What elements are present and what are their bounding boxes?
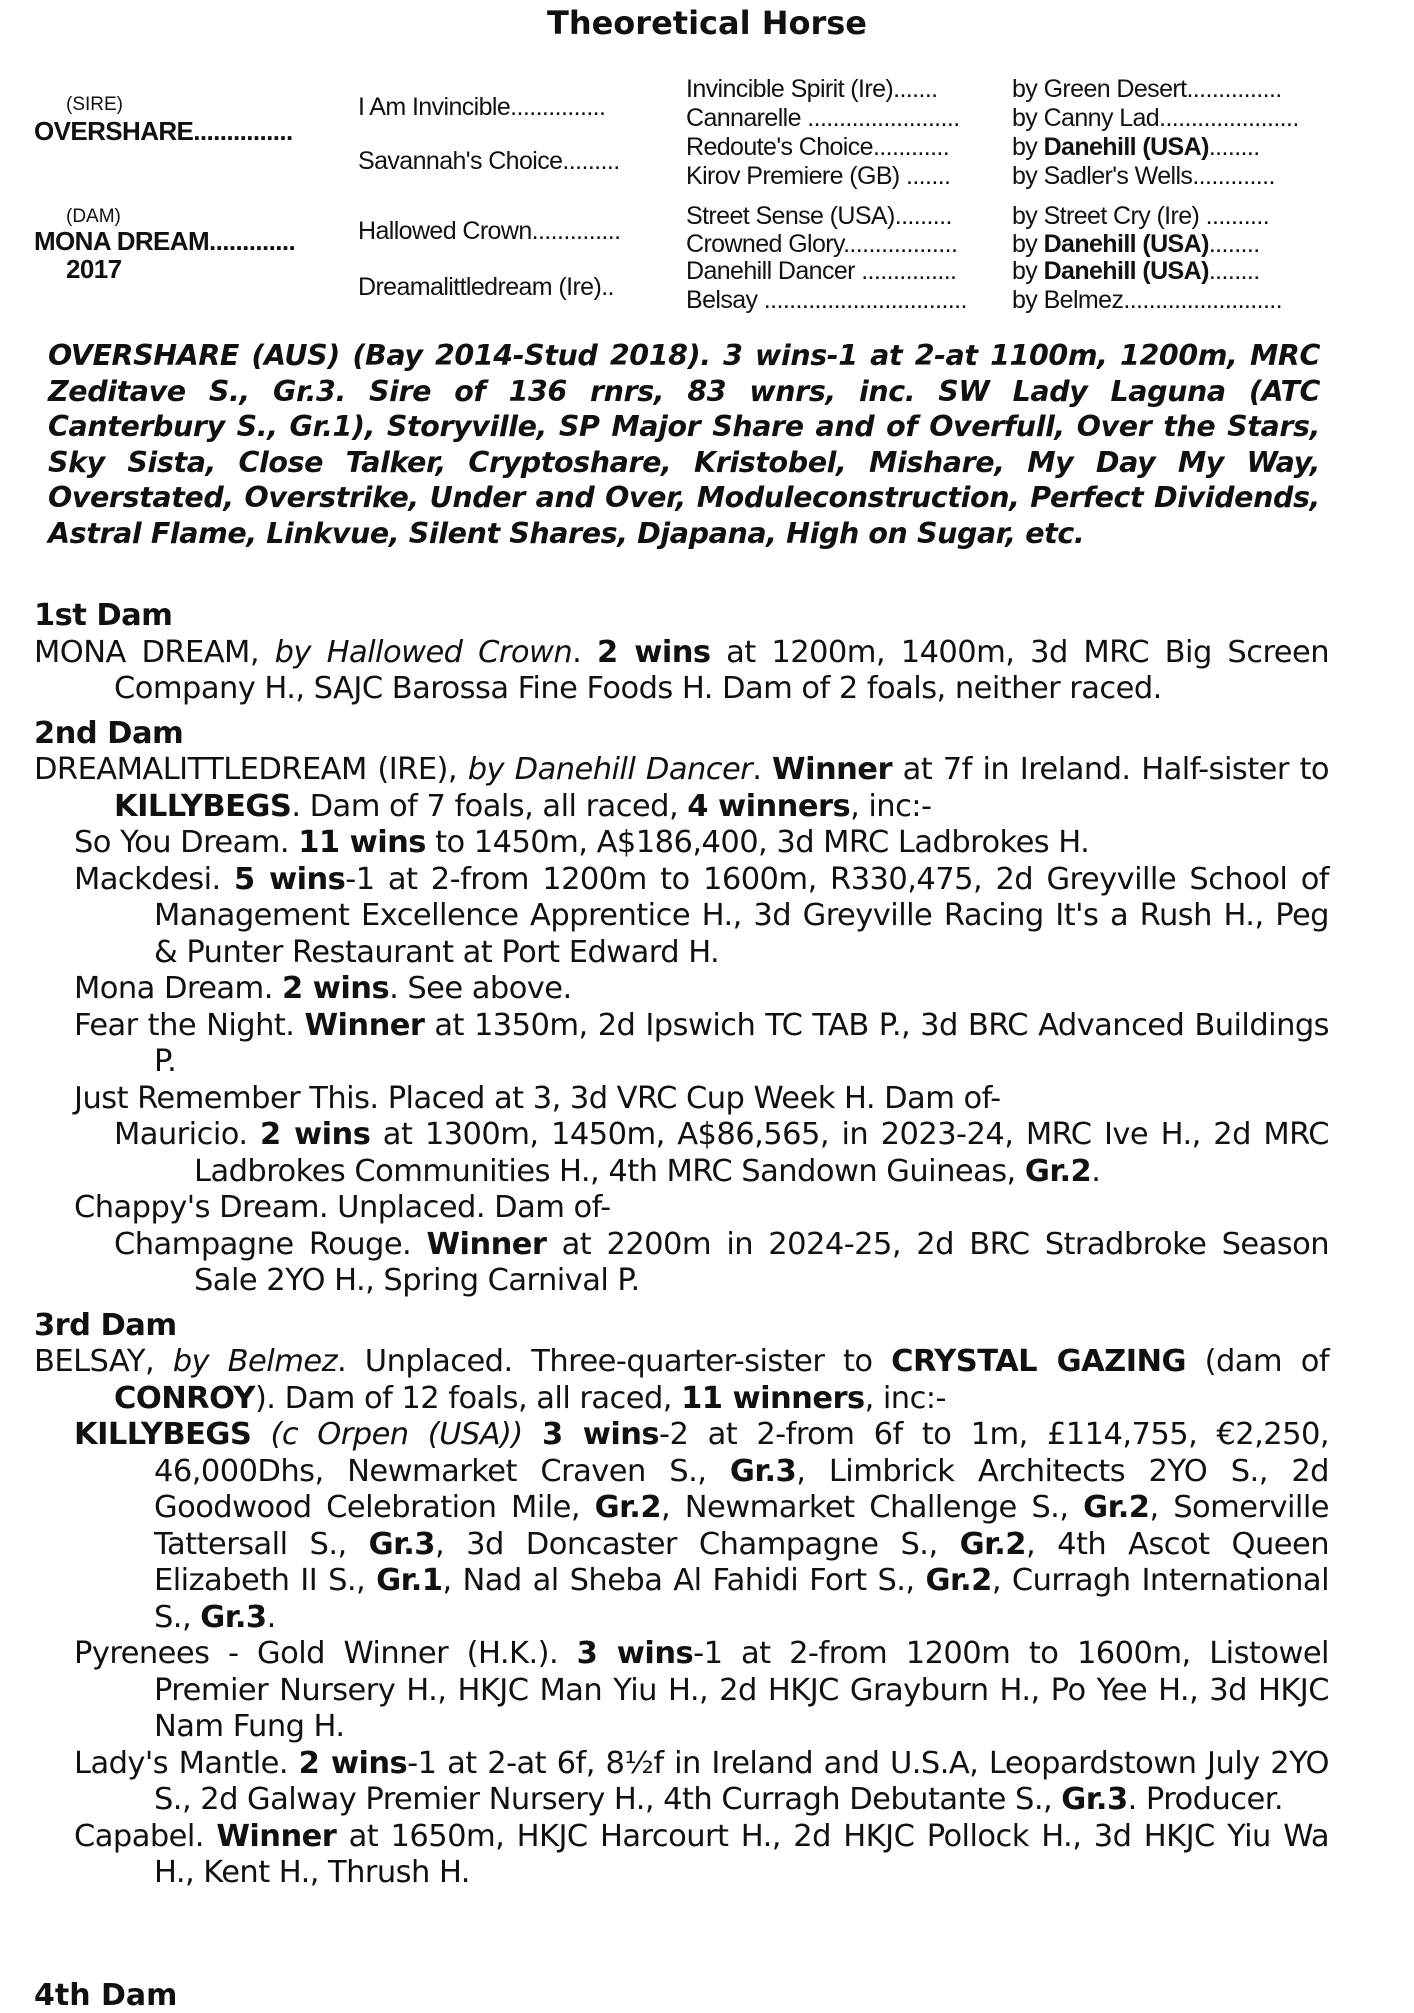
- gen4-5: by Street Cry (Ire) ..........: [1012, 202, 1270, 230]
- gen3-6: Crowned Glory..................: [686, 230, 958, 258]
- pedigree-entry: [34, 1081, 1329, 1118]
- gen4-1: by Green Desert...............: [1012, 75, 1282, 103]
- sire-label: (SIRE): [66, 94, 123, 115]
- entry-text: -1 at 2-at 6f, 8½f in Ireland and U.S.A, Leopardstown July 2YO S., 2d Galway Premier Nursery H., 4th Curragh Debutante S.,: [154, 1745, 1329, 1817]
- gen2-sire-sire: I Am Invincible...............: [358, 93, 606, 121]
- entry-text: Capabel.: [74, 1818, 217, 1854]
- entry-text: , 3d Doncaster Champagne S.,: [434, 1526, 960, 1562]
- entry-text: by Hallowed Crown: [274, 634, 573, 670]
- entry-text: BELSAY,: [34, 1344, 173, 1379]
- entry-text: Gr.1: [376, 1563, 443, 1598]
- pedigree-entry: [34, 1819, 1329, 1892]
- dam-name: MONA DREAM.............: [34, 226, 296, 256]
- entry-text: , Curragh International S.,: [154, 1563, 1329, 1635]
- entry-text: 3 wins: [541, 1417, 660, 1452]
- gen3-2: Cannarelle ........................: [686, 104, 960, 132]
- entry-text: , Somerville Tattersall S.,: [154, 1490, 1329, 1562]
- gen3-5: Street Sense (USA).........: [686, 202, 952, 230]
- entry-text: .: [266, 1599, 276, 1635]
- pedigree-entry: [34, 1117, 1329, 1190]
- entry-text: , Nad al Sheba Al Fahidi Fort S.,: [442, 1563, 926, 1598]
- gen4-4: by Sadler's Wells.............: [1012, 162, 1275, 190]
- entry-text: Gr.3: [1061, 1782, 1128, 1817]
- gen2-dam-sire: Hallowed Crown..............: [358, 217, 621, 245]
- next-section-heading: 4th Dam: [34, 1978, 178, 2013]
- entry-text: 2 wins: [282, 971, 390, 1006]
- entry-text: Gr.2: [1083, 1490, 1150, 1525]
- entry-text: MONA DREAM,: [34, 634, 275, 670]
- entry-text: 2 wins: [596, 634, 711, 670]
- entry-text: -1 at 2-from 1200m to 1600m, Listowel Premier Nursery H., HKJC Man Yiu H., 2d HKJC Grayburn H., Po Yee H., 3d HKJC Nam Fung H.: [154, 1636, 1329, 1744]
- page-title: Theoretical Horse: [546, 4, 867, 42]
- entry-text: Gr.3: [729, 1453, 797, 1489]
- entry-text: Gr.2: [959, 1526, 1026, 1562]
- entry-text: Gr.3: [368, 1526, 435, 1562]
- entry-text: Gr.2: [1024, 1153, 1092, 1189]
- entry-text: at 1650m, HKJC Harcourt H., 2d HKJC Pollock H., 3d HKJC Yiu Wa H., Kent H., Thrush H.: [154, 1818, 1330, 1890]
- entry-text: Winner: [426, 1226, 547, 1262]
- gen4-3: by Danehill (USA)........: [1012, 133, 1260, 161]
- gen3-1: Invincible Spirit (Ire).......: [686, 75, 938, 103]
- pedigree-entry: [34, 1344, 1329, 1417]
- gen3-8: Belsay ................................: [686, 286, 967, 314]
- entry-text: at 7f in Ireland. Half-sister to: [891, 752, 1330, 787]
- entry-text: 4 winners: [687, 788, 851, 824]
- entry-text: ). Dam of 12 foals, all raced,: [254, 1380, 682, 1416]
- gen3-4: Kirov Premiere (GB) .......: [686, 162, 951, 190]
- pedigree-entry: [34, 1190, 1329, 1227]
- entry-text: Gr.3: [200, 1599, 267, 1635]
- gen3-7: Danehill Dancer ...............: [686, 257, 957, 285]
- entry-text: 5 wins: [234, 861, 346, 897]
- pedigree-entry: [34, 1008, 1329, 1081]
- entry-text: Just Remember This. Placed at 3, 3d VRC Cup Week H. Dam of-: [74, 1080, 1001, 1116]
- pedigree-entry: [34, 1746, 1329, 1819]
- dam-section: [34, 598, 1329, 708]
- gen2-sire-dam: Savannah's Choice.........: [358, 147, 620, 175]
- entry-text: at 1300m, 1450m, A$86,565, in 2023-24, MRC Ive H., 2d MRC Ladbrokes Communities H., 4th MRC Sandown Guineas,: [194, 1117, 1329, 1189]
- pedigree-entry: [34, 1636, 1329, 1746]
- entry-text: at 2200m in 2024-25, 2d BRC Stradbroke Season Sale 2YO H., Spring Carnival P.: [194, 1226, 1330, 1298]
- entry-text: by Danehill Dancer: [467, 752, 753, 787]
- entry-text: 2 wins: [298, 1745, 408, 1781]
- entry-text: -2 at 2-from 6f to 1m, £114,755, €2,250, 46,000Dhs, Newmarket Craven S.,: [154, 1417, 1330, 1489]
- gen4-7: by Danehill (USA)........: [1012, 257, 1260, 285]
- gen4-6: by Danehill (USA)........: [1012, 230, 1260, 258]
- foaling-year: 2017: [66, 254, 122, 284]
- entry-text: . Unplaced. Three-quarter-sister to: [337, 1344, 892, 1379]
- gen4-2: by Canny Lad......................: [1012, 104, 1299, 132]
- entry-text: by Belmez: [172, 1344, 338, 1379]
- pedigree-entry: [34, 1417, 1329, 1636]
- entry-text: , 4th Ascot Queen Elizabeth II S.,: [154, 1526, 1329, 1598]
- entry-text: CRYSTAL GAZING: [891, 1344, 1186, 1379]
- entry-text: Mackdesi.: [74, 861, 235, 897]
- entry-text: Pyrenees - Gold Winner (H.K.).: [74, 1636, 577, 1671]
- entry-text: to 1450m, A$186,400, 3d MRC Ladbrokes H.: [425, 825, 1090, 860]
- entry-text: -1 at 2-from 1200m to 1600m, R330,475, 2d Greyville School of Management Excellence Apprentice H., 3d Greyville Racing It's a Rush H., Peg & Punter Restaurant at Port Edward H.: [154, 861, 1329, 970]
- entry-text: KILLYBEGS: [114, 788, 292, 824]
- sire-summary: OVERSHARE (AUS) (Bay 2014-Stud 2018). 3 wins-1 at 2-at 1100m, 1200m, MRC Zeditave S., Gr.3. Sire of 136 rnrs, 83 wnrs, inc. SW Lady Laguna (ATC Canterbury S., Gr.1), Storyville, SP Major Share and of Overfull, Over the Stars, Sky Sista, Close Talker, Cryptoshare, Kristobel, Mishare, My Day My Way, Overstated, Overstrike, Under and Over, Moduleconstruction, Perfect Dividends, Astral Flame, Linkvue, Silent Shares, Djapana, High on Sugar, etc.: [48, 339, 1320, 550]
- entry-text: , Newmarket Challenge S.,: [661, 1490, 1084, 1525]
- entry-text: Gr.2: [925, 1563, 992, 1598]
- entry-text: .: [1091, 1153, 1101, 1189]
- entry-text: Chappy's Dream. Unplaced. Dam of-: [74, 1190, 611, 1225]
- entry-text: Champagne Rouge.: [114, 1226, 427, 1262]
- gen4-8: by Belmez.........................: [1012, 286, 1282, 314]
- entry-text: . See above.: [389, 971, 572, 1006]
- pedigree-entry: [34, 635, 1329, 708]
- entry-text: Winner: [304, 1007, 425, 1043]
- entry-text: . Producer.: [1127, 1782, 1284, 1817]
- gen2-dam-dam: Dreamalittledream (Ire)..: [358, 273, 614, 301]
- entry-text: (c Orpen (USA)): [251, 1417, 523, 1452]
- entry-text: . Dam of 7 foals, all raced,: [291, 788, 688, 824]
- pedigree-entry: [34, 825, 1329, 862]
- section-heading: 2nd Dam: [34, 715, 184, 751]
- pedigree-entry: [34, 971, 1329, 1008]
- entry-text: (dam of: [1185, 1344, 1330, 1379]
- dam-section: [34, 716, 1329, 1300]
- entry-text: Fear the Night.: [74, 1007, 305, 1043]
- entry-text: , Limbrick Architects 2YO S., 2d Goodwood Celebration Mile,: [154, 1453, 1329, 1525]
- dam-notes: [34, 598, 1329, 1900]
- entry-text: at 1200m, 1400m, 3d MRC Big Screen Company H., SAJC Barossa Fine Foods H. Dam of 2 foals, neither raced.: [114, 634, 1329, 706]
- pedigree-entry: [34, 862, 1329, 972]
- entry-text: at 1350m, 2d Ipswich TC TAB P., 3d BRC Advanced Buildings P.: [154, 1007, 1329, 1079]
- gen3-3: Redoute's Choice............: [686, 133, 950, 161]
- entry-text: .: [752, 752, 772, 787]
- entry-text: So You Dream.: [74, 825, 299, 860]
- sire-name: OVERSHARE...............: [34, 116, 293, 146]
- entry-text: KILLYBEGS: [74, 1417, 252, 1452]
- entry-text: 11 winners: [681, 1380, 865, 1416]
- entry-text: 3 wins: [576, 1636, 694, 1671]
- entry-text: Winner: [216, 1818, 337, 1854]
- entry-text: DREAMALITTLEDREAM (IRE),: [34, 752, 468, 787]
- dam-section: [34, 1308, 1329, 1892]
- entry-text: 11 wins: [298, 825, 426, 860]
- section-heading: 1st Dam: [34, 598, 173, 633]
- section-heading: 3rd Dam: [34, 1307, 177, 1343]
- entry-text: , inc:-: [850, 788, 932, 824]
- entry-text: .: [572, 634, 597, 670]
- entry-text: Mauricio.: [114, 1117, 260, 1152]
- entry-text: 2 wins: [259, 1117, 371, 1152]
- pedigree-table: [0, 0, 1414, 330]
- pedigree-entry: [34, 752, 1329, 825]
- dam-label: (DAM): [66, 206, 121, 227]
- entry-text: Mona Dream.: [74, 971, 283, 1006]
- entry-text: CONROY: [114, 1380, 255, 1416]
- entry-text: [523, 1417, 542, 1452]
- entry-text: , inc:-: [864, 1380, 946, 1416]
- pedigree-entry: [34, 1227, 1329, 1300]
- entry-text: Winner: [771, 752, 892, 787]
- entry-text: Gr.2: [594, 1490, 661, 1525]
- entry-text: Lady's Mantle.: [74, 1745, 299, 1781]
